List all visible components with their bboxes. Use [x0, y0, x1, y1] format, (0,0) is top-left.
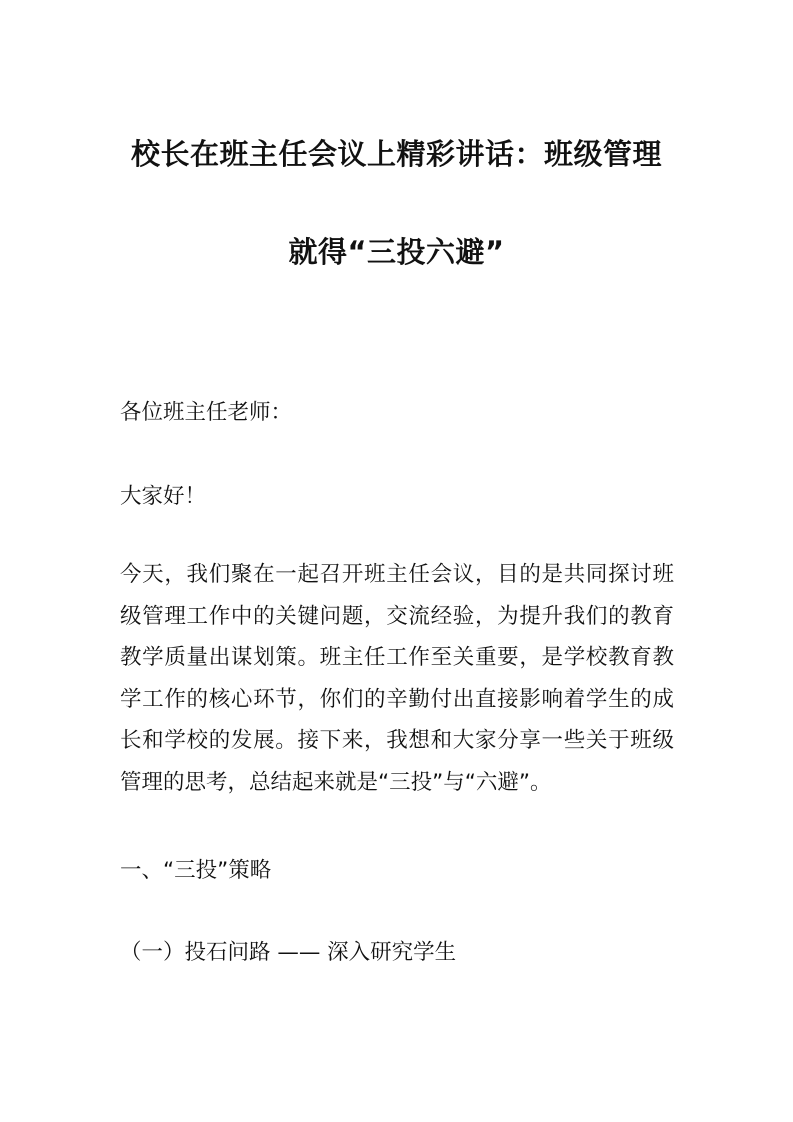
greeting: 大家好！ [120, 484, 207, 509]
subsection-heading: （一）投石问路 —— 深入研究学生 [120, 940, 457, 965]
paragraph-line: 教学质量出谋划策。班主任工作至关重要，是学校教育教 [120, 645, 674, 670]
paragraph-line: 今天，我们聚在一起召开班主任会议，目的是共同探讨班 [120, 562, 674, 587]
document-title-line-1: 校长在班主任会议上精彩讲话：班级管理 [130, 137, 662, 171]
paragraph-line: 级管理工作中的关键问题，交流经验，为提升我们的教育 [120, 603, 674, 629]
paragraph-line: 学工作的核心环节，你们的辛勤付出直接影响着学生的成 [120, 686, 674, 712]
salutation: 各位班主任老师： [120, 400, 293, 425]
paragraph-line: 管理的思考，总结起来就是“三投”与“六避”。 [120, 769, 552, 795]
intro-paragraph [120, 554, 674, 803]
section-heading: 一、“三投”策略 [120, 858, 272, 883]
paragraph-line: 长和学校的发展。接下来，我想和大家分享一些关于班级 [120, 728, 674, 753]
document-title-line-2: 就得“三投六避” [288, 235, 505, 269]
